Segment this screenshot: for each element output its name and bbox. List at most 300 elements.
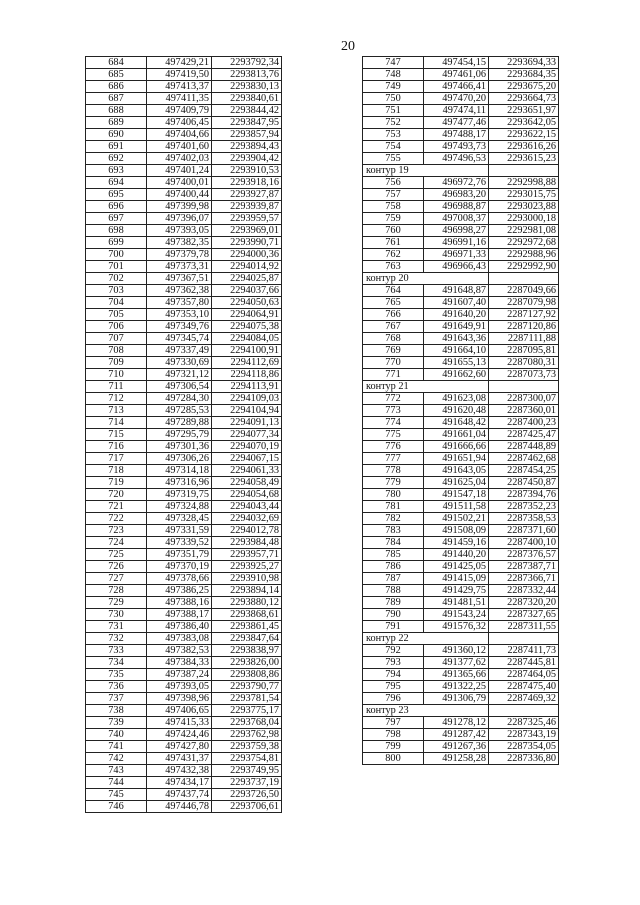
- y-coordinate: 2287366,71: [489, 573, 559, 585]
- table-row: [363, 465, 559, 477]
- y-coordinate: 2294109,03: [212, 393, 282, 405]
- y-coordinate: 2293664,73: [489, 93, 559, 105]
- x-coordinate: 497393,05: [147, 681, 212, 693]
- x-coordinate: 497357,80: [147, 297, 212, 309]
- point-number: 700: [86, 249, 147, 261]
- point-number: 767: [363, 321, 424, 333]
- x-coordinate: 491623,08: [424, 393, 489, 405]
- table-row: [363, 405, 559, 417]
- x-coordinate: 497379,78: [147, 249, 212, 261]
- table-row: [86, 753, 282, 765]
- table-row: [363, 213, 559, 225]
- x-coordinate: 497401,60: [147, 141, 212, 153]
- point-number: 698: [86, 225, 147, 237]
- point-number: 718: [86, 465, 147, 477]
- y-coordinate: 2294050,63: [212, 297, 282, 309]
- y-coordinate: 2287327,65: [489, 609, 559, 621]
- table-row: [86, 549, 282, 561]
- table-row: [363, 141, 559, 153]
- point-number: 730: [86, 609, 147, 621]
- point-number: 779: [363, 477, 424, 489]
- x-coordinate: 491440,20: [424, 549, 489, 561]
- point-number: 772: [363, 393, 424, 405]
- y-coordinate: 2293910,98: [212, 573, 282, 585]
- x-coordinate: 497330,69: [147, 357, 212, 369]
- y-coordinate: 2287120,86: [489, 321, 559, 333]
- y-coordinate: 2294067,15: [212, 453, 282, 465]
- point-number: 784: [363, 537, 424, 549]
- table-row: [86, 273, 282, 285]
- y-coordinate: 2293939,87: [212, 201, 282, 213]
- x-coordinate: 497488,17: [424, 129, 489, 141]
- point-number: 771: [363, 369, 424, 381]
- point-number: 759: [363, 213, 424, 225]
- x-coordinate: 497328,45: [147, 513, 212, 525]
- x-coordinate: 491664,10: [424, 345, 489, 357]
- point-number: 773: [363, 405, 424, 417]
- point-number: 722: [86, 513, 147, 525]
- y-coordinate: 2287400,10: [489, 537, 559, 549]
- point-number: 795: [363, 681, 424, 693]
- x-coordinate: 497345,74: [147, 333, 212, 345]
- empty-cell: [489, 633, 559, 645]
- table-row: [363, 393, 559, 405]
- point-number: 713: [86, 405, 147, 417]
- y-coordinate: 2287464,05: [489, 669, 559, 681]
- table-row: [86, 429, 282, 441]
- point-number: 705: [86, 309, 147, 321]
- table-row: [363, 717, 559, 729]
- point-number: 719: [86, 477, 147, 489]
- y-coordinate: 2293840,61: [212, 93, 282, 105]
- x-coordinate: 497388,17: [147, 609, 212, 621]
- table-row: [86, 69, 282, 81]
- table-row: [363, 549, 559, 561]
- point-number: 695: [86, 189, 147, 201]
- table-row: [363, 333, 559, 345]
- x-coordinate: 497321,12: [147, 369, 212, 381]
- x-coordinate: 497362,38: [147, 285, 212, 297]
- y-coordinate: 2293904,42: [212, 153, 282, 165]
- table-row: [86, 393, 282, 405]
- x-coordinate: 497493,73: [424, 141, 489, 153]
- table-row: [86, 489, 282, 501]
- table-row: [363, 441, 559, 453]
- table-row: [363, 201, 559, 213]
- page-number: 20: [341, 39, 355, 54]
- table-row: [363, 657, 559, 669]
- point-number: 749: [363, 81, 424, 93]
- point-number: 694: [86, 177, 147, 189]
- x-coordinate: 497316,96: [147, 477, 212, 489]
- y-coordinate: 2287394,76: [489, 489, 559, 501]
- table-row: [86, 729, 282, 741]
- table-row: [86, 297, 282, 309]
- y-coordinate: 2294032,69: [212, 513, 282, 525]
- table-row: [363, 369, 559, 381]
- y-coordinate: 2287343,19: [489, 729, 559, 741]
- table-row: [86, 789, 282, 801]
- x-coordinate: 491258,28: [424, 753, 489, 765]
- point-number: 756: [363, 177, 424, 189]
- table-row: [363, 93, 559, 105]
- x-coordinate: 497427,80: [147, 741, 212, 753]
- y-coordinate: 2287360,01: [489, 405, 559, 417]
- y-coordinate: 2294112,69: [212, 357, 282, 369]
- x-coordinate: 491365,66: [424, 669, 489, 681]
- table-row: [86, 501, 282, 513]
- y-coordinate: 2293844,42: [212, 105, 282, 117]
- y-coordinate: 2294118,86: [212, 369, 282, 381]
- x-coordinate: 497413,37: [147, 81, 212, 93]
- y-coordinate: 2292972,68: [489, 237, 559, 249]
- x-coordinate: 497429,21: [147, 57, 212, 69]
- x-coordinate: 497382,35: [147, 237, 212, 249]
- y-coordinate: 2293762,98: [212, 729, 282, 741]
- point-number: 768: [363, 333, 424, 345]
- y-coordinate: 2293790,77: [212, 681, 282, 693]
- y-coordinate: 2293847,64: [212, 633, 282, 645]
- table-row: [363, 741, 559, 753]
- table-row: [363, 489, 559, 501]
- table-row: [86, 477, 282, 489]
- point-number: 716: [86, 441, 147, 453]
- table-row: [86, 741, 282, 753]
- contour-header-row: [363, 165, 559, 177]
- table-row: [363, 225, 559, 237]
- point-number: 783: [363, 525, 424, 537]
- table-row: [86, 333, 282, 345]
- x-coordinate: 497399,98: [147, 201, 212, 213]
- point-number: 791: [363, 621, 424, 633]
- contour-header-row: [363, 633, 559, 645]
- x-coordinate: 497289,88: [147, 417, 212, 429]
- x-coordinate: 491547,18: [424, 489, 489, 501]
- x-coordinate: 497400,44: [147, 189, 212, 201]
- table-row: [363, 117, 559, 129]
- x-coordinate: 497382,53: [147, 645, 212, 657]
- point-number: 690: [86, 129, 147, 141]
- y-coordinate: 2293830,13: [212, 81, 282, 93]
- table-row: [363, 693, 559, 705]
- table-row: [86, 609, 282, 621]
- point-number: 732: [86, 633, 147, 645]
- empty-cell: [489, 705, 559, 717]
- contour-label: контур 22: [363, 633, 489, 645]
- x-coordinate: 497008,37: [424, 213, 489, 225]
- y-coordinate: 2287300,07: [489, 393, 559, 405]
- y-coordinate: 2293857,94: [212, 129, 282, 141]
- point-number: 796: [363, 693, 424, 705]
- point-number: 754: [363, 141, 424, 153]
- y-coordinate: 2294012,78: [212, 525, 282, 537]
- y-coordinate: 2293768,04: [212, 717, 282, 729]
- point-number: 691: [86, 141, 147, 153]
- point-number: 789: [363, 597, 424, 609]
- table-row: [86, 153, 282, 165]
- y-coordinate: 2293861,45: [212, 621, 282, 633]
- x-coordinate: 497373,31: [147, 261, 212, 273]
- x-coordinate: 497431,37: [147, 753, 212, 765]
- point-number: 763: [363, 261, 424, 273]
- table-row: [86, 81, 282, 93]
- x-coordinate: 497314,18: [147, 465, 212, 477]
- point-number: 689: [86, 117, 147, 129]
- point-number: 717: [86, 453, 147, 465]
- point-number: 725: [86, 549, 147, 561]
- y-coordinate: 2287371,60: [489, 525, 559, 537]
- y-coordinate: 2294058,49: [212, 477, 282, 489]
- table-row: [86, 93, 282, 105]
- table-row: [86, 177, 282, 189]
- y-coordinate: 2287127,92: [489, 309, 559, 321]
- point-number: 780: [363, 489, 424, 501]
- y-coordinate: 2287336,80: [489, 753, 559, 765]
- contour-header-row: [363, 705, 559, 717]
- table-row: [363, 345, 559, 357]
- table-row: [86, 417, 282, 429]
- point-number: 720: [86, 489, 147, 501]
- table-row: [363, 729, 559, 741]
- table-row: [363, 237, 559, 249]
- x-coordinate: 496983,20: [424, 189, 489, 201]
- point-number: 758: [363, 201, 424, 213]
- empty-cell: [489, 381, 559, 393]
- y-coordinate: 2293651,97: [489, 105, 559, 117]
- y-coordinate: 2294104,94: [212, 405, 282, 417]
- x-coordinate: 497396,07: [147, 213, 212, 225]
- y-coordinate: 2294014,92: [212, 261, 282, 273]
- table-row: [363, 561, 559, 573]
- point-number: 739: [86, 717, 147, 729]
- y-coordinate: 2287469,32: [489, 693, 559, 705]
- point-number: 787: [363, 573, 424, 585]
- y-coordinate: 2293749,95: [212, 765, 282, 777]
- table-row: [86, 165, 282, 177]
- table-row: [363, 645, 559, 657]
- contour-label: контур 21: [363, 381, 489, 393]
- x-coordinate: 497402,03: [147, 153, 212, 165]
- table-row: [86, 213, 282, 225]
- point-number: 701: [86, 261, 147, 273]
- x-coordinate: 491511,58: [424, 501, 489, 513]
- table-row: [86, 117, 282, 129]
- table-row: [363, 189, 559, 201]
- x-coordinate: 491543,24: [424, 609, 489, 621]
- x-coordinate: 491415,09: [424, 573, 489, 585]
- point-number: 778: [363, 465, 424, 477]
- y-coordinate: 2293957,71: [212, 549, 282, 561]
- y-coordinate: 2287376,57: [489, 549, 559, 561]
- table-row: [363, 177, 559, 189]
- y-coordinate: 2294064,91: [212, 309, 282, 321]
- x-coordinate: 496972,76: [424, 177, 489, 189]
- table-row: [86, 189, 282, 201]
- y-coordinate: 2287475,40: [489, 681, 559, 693]
- x-coordinate: 497466,41: [424, 81, 489, 93]
- x-coordinate: 491322,25: [424, 681, 489, 693]
- x-coordinate: 497454,15: [424, 57, 489, 69]
- x-coordinate: 497349,76: [147, 321, 212, 333]
- point-number: 709: [86, 357, 147, 369]
- y-coordinate: 2287462,68: [489, 453, 559, 465]
- y-coordinate: 2293781,54: [212, 693, 282, 705]
- x-coordinate: 497383,08: [147, 633, 212, 645]
- contour-header-row: [363, 381, 559, 393]
- coordinates-table-right: [362, 56, 559, 765]
- x-coordinate: 496991,16: [424, 237, 489, 249]
- y-coordinate: 2287049,66: [489, 285, 559, 297]
- point-number: 777: [363, 453, 424, 465]
- y-coordinate: 2287352,23: [489, 501, 559, 513]
- y-coordinate: 2287320,20: [489, 597, 559, 609]
- x-coordinate: 491267,36: [424, 741, 489, 753]
- x-coordinate: 497446,78: [147, 801, 212, 813]
- point-number: 684: [86, 57, 147, 69]
- point-number: 782: [363, 513, 424, 525]
- x-coordinate: 497384,33: [147, 657, 212, 669]
- y-coordinate: 2293616,26: [489, 141, 559, 153]
- x-coordinate: 497387,24: [147, 669, 212, 681]
- x-coordinate: 497393,05: [147, 225, 212, 237]
- table-row: [363, 417, 559, 429]
- contour-header-row: [363, 273, 559, 285]
- table-row: [363, 153, 559, 165]
- point-number: 764: [363, 285, 424, 297]
- x-coordinate: 497406,45: [147, 117, 212, 129]
- point-number: 731: [86, 621, 147, 633]
- table-row: [86, 765, 282, 777]
- contour-label: контур 23: [363, 705, 489, 717]
- y-coordinate: 2287095,81: [489, 345, 559, 357]
- point-number: 699: [86, 237, 147, 249]
- empty-cell: [489, 165, 559, 177]
- table-row: [86, 585, 282, 597]
- y-coordinate: 2293754,81: [212, 753, 282, 765]
- x-coordinate: 497378,66: [147, 573, 212, 585]
- y-coordinate: 2293880,12: [212, 597, 282, 609]
- y-coordinate: 2294037,66: [212, 285, 282, 297]
- x-coordinate: 491377,62: [424, 657, 489, 669]
- x-coordinate: 496971,33: [424, 249, 489, 261]
- point-number: 755: [363, 153, 424, 165]
- table-row: [363, 525, 559, 537]
- point-number: 769: [363, 345, 424, 357]
- point-number: 696: [86, 201, 147, 213]
- point-number: 762: [363, 249, 424, 261]
- y-coordinate: 2287079,98: [489, 297, 559, 309]
- x-coordinate: 491648,87: [424, 285, 489, 297]
- x-coordinate: 497306,54: [147, 381, 212, 393]
- point-number: 687: [86, 93, 147, 105]
- y-coordinate: 2287450,87: [489, 477, 559, 489]
- y-coordinate: 2287411,73: [489, 645, 559, 657]
- table-row: [86, 717, 282, 729]
- point-number: 721: [86, 501, 147, 513]
- x-coordinate: 497398,96: [147, 693, 212, 705]
- table-row: [363, 537, 559, 549]
- y-coordinate: 2293737,19: [212, 777, 282, 789]
- x-coordinate: 497461,06: [424, 69, 489, 81]
- table-row: [363, 297, 559, 309]
- table-row: [86, 369, 282, 381]
- table-row: [86, 645, 282, 657]
- y-coordinate: 2287311,55: [489, 621, 559, 633]
- y-coordinate: 2293813,76: [212, 69, 282, 81]
- table-row: [86, 669, 282, 681]
- table-row: [363, 669, 559, 681]
- table-row: [86, 381, 282, 393]
- table-row: [86, 525, 282, 537]
- point-number: 786: [363, 561, 424, 573]
- x-coordinate: 491643,05: [424, 465, 489, 477]
- point-number: 790: [363, 609, 424, 621]
- table-row: [363, 621, 559, 633]
- point-number: 741: [86, 741, 147, 753]
- x-coordinate: 497339,52: [147, 537, 212, 549]
- empty-cell: [489, 273, 559, 285]
- y-coordinate: 2292988,96: [489, 249, 559, 261]
- table-row: [86, 345, 282, 357]
- point-number: 702: [86, 273, 147, 285]
- point-number: 757: [363, 189, 424, 201]
- x-coordinate: 491649,91: [424, 321, 489, 333]
- y-coordinate: 2294043,44: [212, 501, 282, 513]
- y-coordinate: 2293847,95: [212, 117, 282, 129]
- point-number: 723: [86, 525, 147, 537]
- x-coordinate: 491662,60: [424, 369, 489, 381]
- x-coordinate: 491661,04: [424, 429, 489, 441]
- point-number: 797: [363, 717, 424, 729]
- point-number: 738: [86, 705, 147, 717]
- point-number: 743: [86, 765, 147, 777]
- y-coordinate: 2293894,43: [212, 141, 282, 153]
- table-row: [86, 537, 282, 549]
- point-number: 729: [86, 597, 147, 609]
- table-row: [86, 261, 282, 273]
- table-row: [363, 429, 559, 441]
- table-row: [363, 321, 559, 333]
- y-coordinate: 2293910,53: [212, 165, 282, 177]
- point-number: 692: [86, 153, 147, 165]
- table-row: [86, 801, 282, 813]
- y-coordinate: 2294070,19: [212, 441, 282, 453]
- table-row: [363, 681, 559, 693]
- point-number: 742: [86, 753, 147, 765]
- point-number: 800: [363, 753, 424, 765]
- x-coordinate: 497284,30: [147, 393, 212, 405]
- y-coordinate: 2287332,44: [489, 585, 559, 597]
- point-number: 733: [86, 645, 147, 657]
- y-coordinate: 2294091,13: [212, 417, 282, 429]
- y-coordinate: 2292981,08: [489, 225, 559, 237]
- x-coordinate: 491625,04: [424, 477, 489, 489]
- y-coordinate: 2287354,05: [489, 741, 559, 753]
- point-number: 751: [363, 105, 424, 117]
- table-row: [86, 309, 282, 321]
- table-row: [363, 261, 559, 273]
- y-coordinate: 2293023,88: [489, 201, 559, 213]
- x-coordinate: 491278,12: [424, 717, 489, 729]
- x-coordinate: 497386,25: [147, 585, 212, 597]
- table-row: [86, 141, 282, 153]
- point-number: 792: [363, 645, 424, 657]
- x-coordinate: 497404,66: [147, 129, 212, 141]
- table-row: [86, 633, 282, 645]
- x-coordinate: 497337,49: [147, 345, 212, 357]
- point-number: 761: [363, 237, 424, 249]
- table-row: [86, 249, 282, 261]
